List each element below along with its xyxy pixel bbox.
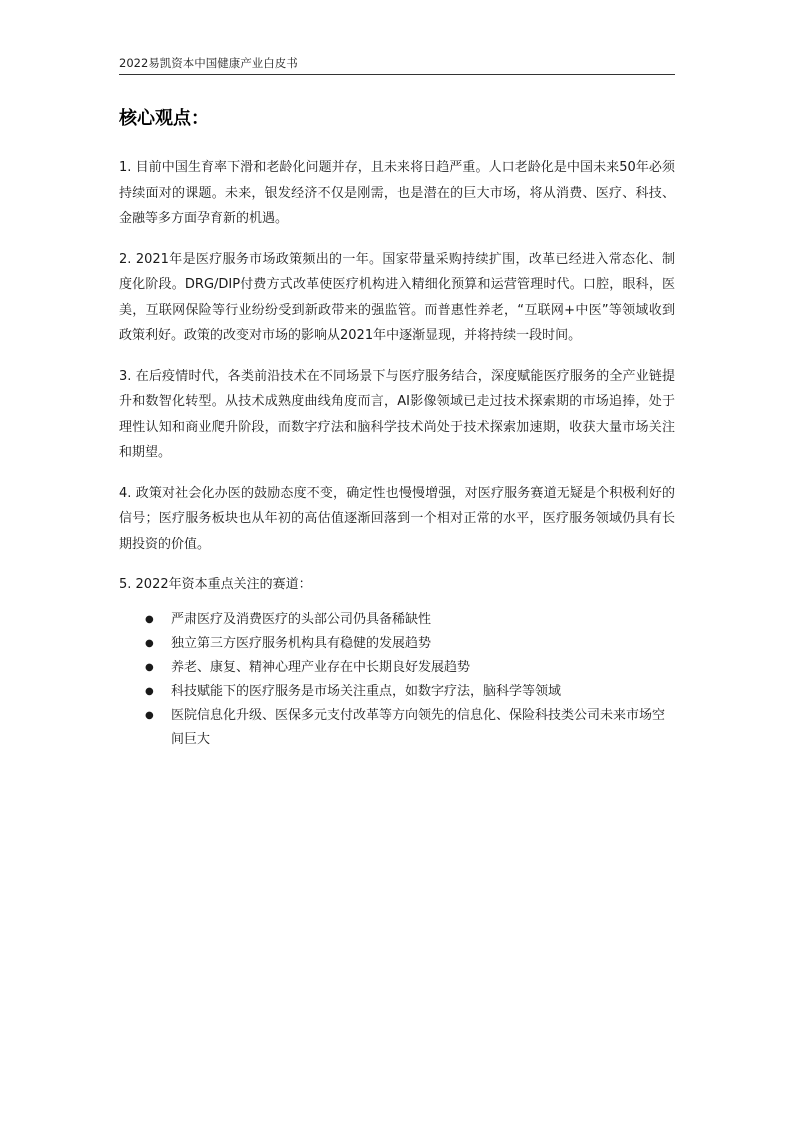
list-item-text: 独立第三方医疗服务机构具有稳健的发展趋势 [171, 635, 432, 651]
list-item-text: 科技赋能下的医疗服务是市场关注重点，如数字疗法，脑科学等领域 [171, 683, 562, 699]
list-item [119, 632, 675, 656]
bullet-icon: ● [145, 709, 154, 721]
paragraph-5: 5. 2022年资本重点关注的赛道： [119, 577, 312, 592]
list-item [119, 608, 675, 632]
bullet-icon: ● [145, 613, 154, 625]
paragraph-3: 3. 在后疫情时代，各类前沿技术在不同场景下与医疗服务结合，深度赋能医疗服务的全产业链提升和数智化转型。从技术成熟度曲线角度而言，AI影像领域已走过技术探索期的市场追捧，处于理性认知和商业爬升阶段，而数字疗法和脑科学技术尚处于技术探索加速期，收获大量市场关注和期望。 [119, 368, 675, 460]
bullet-icon: ● [145, 685, 154, 697]
main-content [119, 155, 675, 752]
bullet-icon: ● [145, 661, 154, 673]
list-item-text: 医院信息化升级、医保多元支付改革等方向领先的信息化、保险科技类公司未来市场空间巨大 [171, 707, 666, 747]
paragraph-4: 4. 政策对社会化办医的鼓励态度不变，确定性也慢慢增强，对医疗服务赛道无疑是个积极利好的信号；医疗服务板块也从年初的高估值逐渐回落到一个相对正常的水平，医疗服务领域仍具有长期投资的价值。 [119, 485, 675, 552]
bullet-list [119, 608, 675, 752]
bullet-icon: ● [145, 637, 154, 649]
list-item [119, 656, 675, 680]
list-item [119, 704, 675, 752]
paragraph-1: 1. 目前中国生育率下滑和老龄化问题并存，且未来将日趋严重。人口老龄化是中国未来50年必须持续面对的课题。未来，银发经济不仅是刚需，也是潜在的巨大市场，将从消费、医疗、科技、金融等多方面孕育新的机遇。 [119, 160, 675, 226]
paragraph-2: 2. 2021年是医疗服务市场政策频出的一年。国家带量采购持续扩围，改革已经进入常态化、制度化阶段。DRG/DIP付费方式改革使医疗机构进入精细化预算和运营管理时代。口腔，眼科，医美，互联网保险等行业纷纷受到新政带来的强监管。而普惠性养老，“互联网+中医”等领域收到政策利好。政策的改变对市场的影响从2021年中逐渐显现，并将持续一段时间。 [119, 251, 675, 343]
list-item [119, 680, 675, 704]
list-item-text: 养老、康复、精神心理产业存在中长期良好发展趋势 [171, 659, 471, 675]
page-header [119, 56, 675, 75]
list-item-text: 严肃医疗及消费医疗的头部公司仍具备稀缺性 [171, 611, 432, 627]
section-title: 核心观点： [119, 108, 209, 129]
header-title: 2022易凯资本中国健康产业白皮书 [119, 56, 298, 70]
